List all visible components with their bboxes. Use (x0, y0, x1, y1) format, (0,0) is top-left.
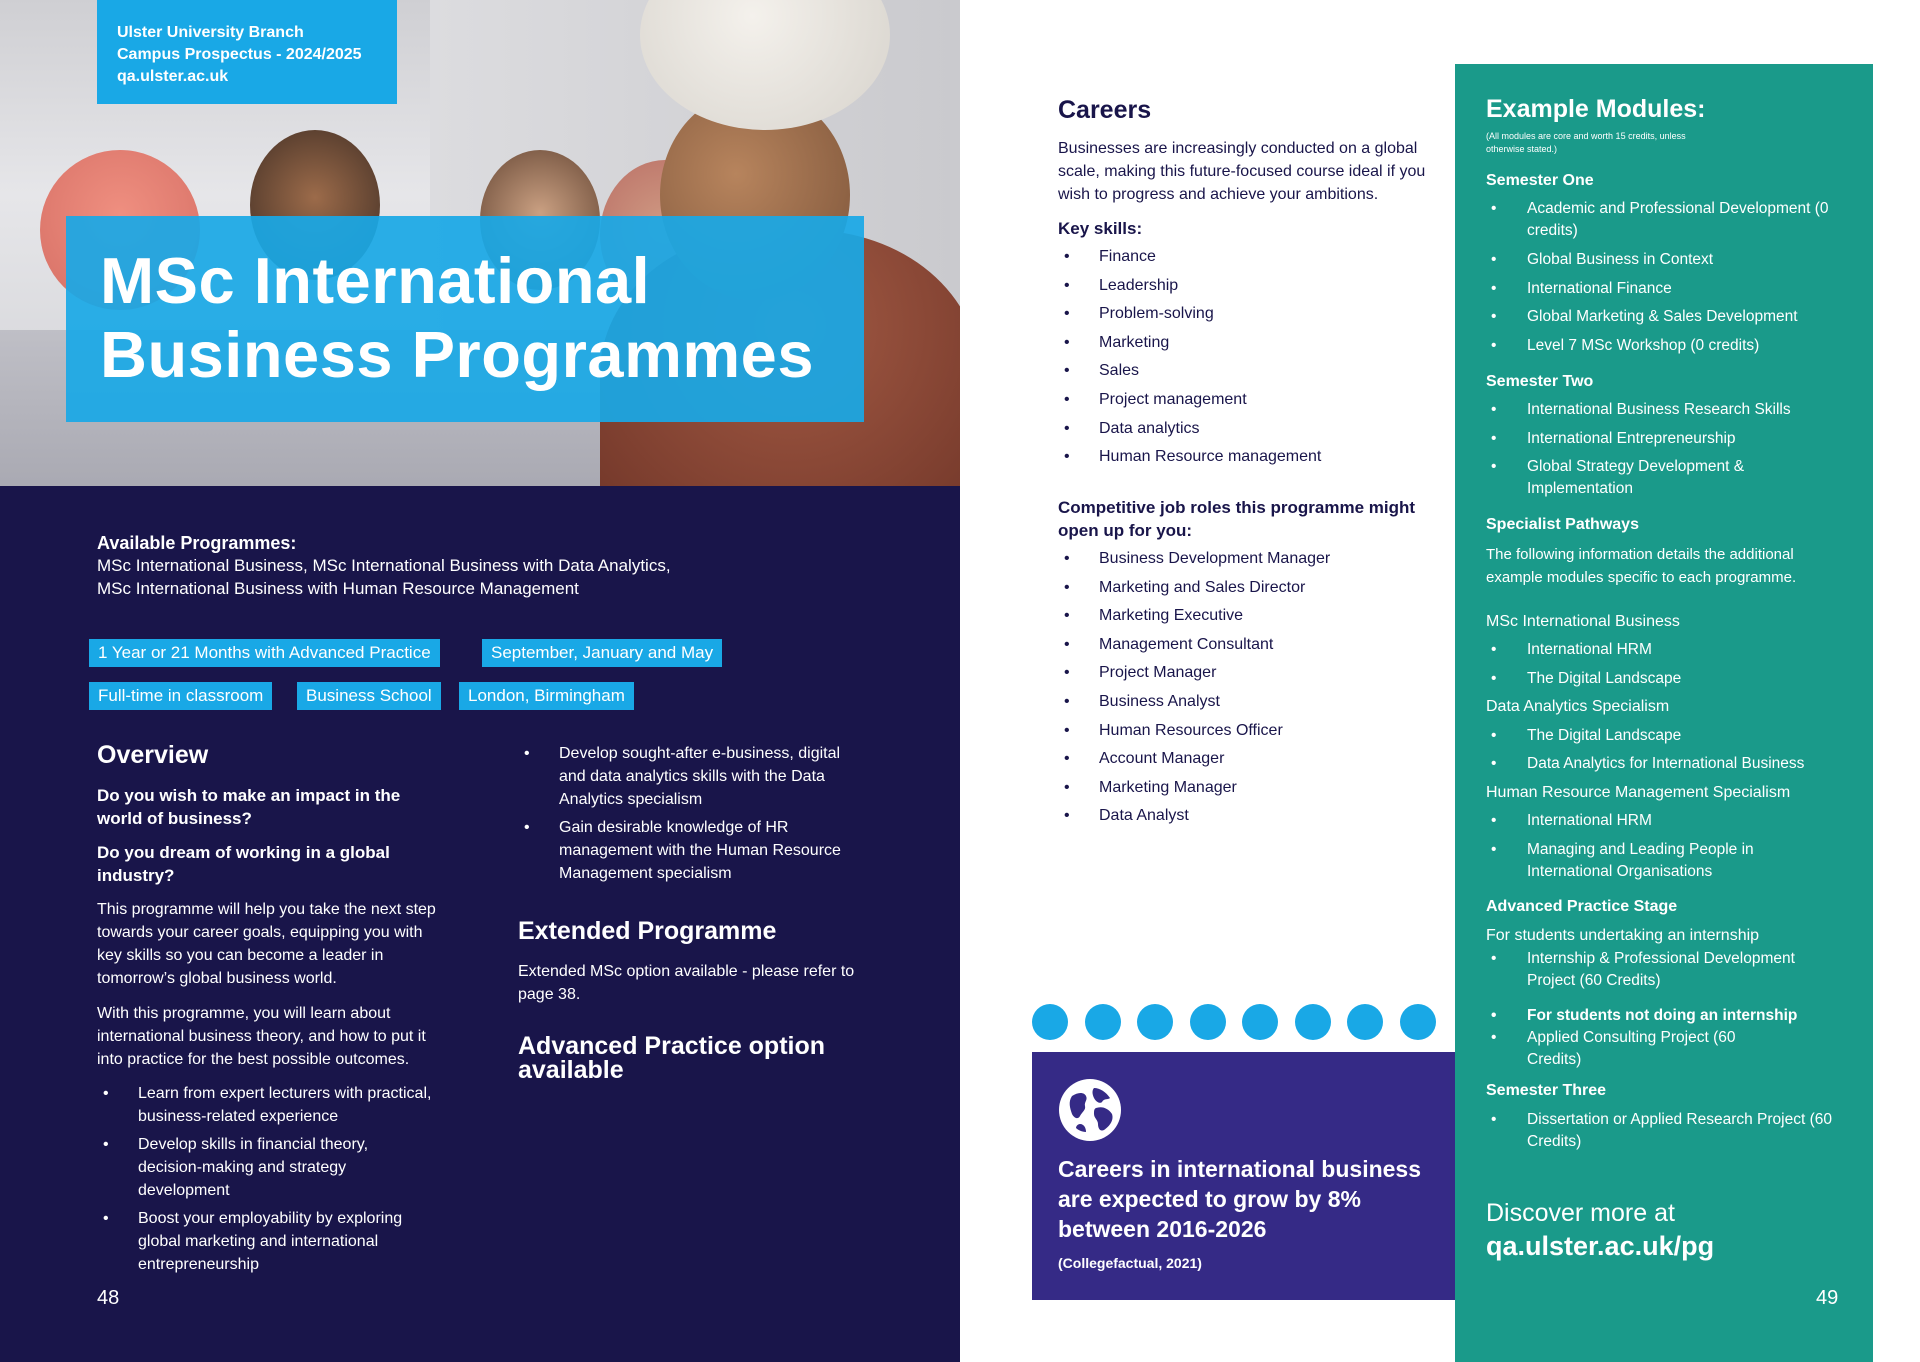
aps-sub-heading: For students undertaking an internship (1486, 927, 1760, 944)
example-modules-panel (1455, 64, 1873, 1362)
decorative-dot (1400, 1004, 1436, 1040)
list-item: • International HRM (1486, 639, 1856, 661)
pathways-heading: Specialist Pathways (1486, 516, 1639, 533)
meta-line: Campus Prospectus - 2024/2025 (117, 46, 362, 63)
advanced-practice-heading: Advanced Practice Stage (1486, 898, 1678, 915)
list-item: • Marketing (1058, 331, 1418, 360)
extended-heading: Extended Programme (518, 917, 777, 945)
overview-bullets-right (518, 742, 863, 890)
stat-text: Careers in international business are expected to grow by 8% between 2016-2026 (1058, 1156, 1422, 1242)
intake-tag: September, January and May (482, 639, 722, 667)
list-item: • International Business Research Skills (1486, 399, 1856, 421)
list-item: • Internship & Professional Development Project (60 Credits) (1486, 948, 1826, 992)
list-item: • Data Analyst (1058, 804, 1418, 833)
msc-ib-heading: MSc International Business (1486, 613, 1680, 630)
list-item: • The Digital Landscape (1486, 668, 1856, 690)
list-item: • Dissertation or Applied Research Project (60 Credits) (1486, 1109, 1846, 1153)
decorative-dot (1032, 1004, 1068, 1040)
title-line: MSc International (100, 244, 651, 317)
available-line: MSc International Business with Human Resource Management (97, 579, 579, 598)
list-item: • Develop sought-after e-business, digital and data analytics skills with the Data Analytics specialism (518, 742, 863, 811)
duration-tag: 1 Year or 21 Months with Advanced Practice (89, 639, 440, 667)
prospectus-meta-box (97, 0, 397, 104)
list-item: • International Entrepreneurship (1486, 428, 1856, 450)
list-item: • Human Resources Officer (1058, 719, 1418, 748)
list-item: • Account Manager (1058, 747, 1418, 776)
list-item: • Managing and Leading People in International Organisations (1486, 839, 1806, 883)
careers-stat-box (1032, 1052, 1458, 1300)
page-number: 49 (1816, 1287, 1839, 1309)
list-item: • Data Analytics for International Business (1486, 753, 1856, 775)
semester-three-heading: Semester Three (1486, 1082, 1607, 1099)
list-item: • Develop skills in financial theory, decision-making and strategy development (97, 1133, 432, 1202)
list-item: • Applied Consulting Project (60 Credits) (1486, 1027, 1766, 1071)
page-number: 48 (97, 1287, 120, 1309)
decorative-dot (1190, 1004, 1226, 1040)
list-item: • Global Business in Context (1486, 249, 1856, 271)
meta-url: qa.ulster.ac.uk (117, 68, 229, 85)
list-item: • Learn from expert lecturers with practical, business-related experience (97, 1082, 432, 1128)
overview-paragraph: This programme will help you take the next step towards your career goals, equipping you with key skills so you can become a leader in tomorrow’s global business world. (97, 901, 436, 987)
semester-two-heading: Semester Two (1486, 373, 1594, 390)
list-item: • For students not doing an internship (1486, 1005, 1856, 1027)
data-analytics-heading: Data Analytics Specialism (1486, 698, 1670, 715)
list-item: • Data analytics (1058, 417, 1418, 446)
list-item: • Human Resource management (1058, 445, 1418, 474)
list-item: • Finance (1058, 245, 1418, 274)
decorative-dot (1347, 1004, 1383, 1040)
list-item: • Marketing Manager (1058, 776, 1418, 805)
list-item: • Business Analyst (1058, 690, 1418, 719)
list-item: • Business Development Manager (1058, 547, 1418, 576)
advanced-heading (518, 1034, 825, 1082)
decorative-dot (1085, 1004, 1121, 1040)
mode-tag: Full-time in classroom (89, 682, 272, 710)
decorative-dot (1242, 1004, 1278, 1040)
careers-heading: Careers (1058, 96, 1152, 124)
list-item: • International HRM (1486, 810, 1856, 832)
list-item: • Gain desirable knowledge of HR management with the Human Resource Management specialism (518, 816, 863, 885)
advanced-line: available (518, 1056, 624, 1084)
discover-url[interactable]: qa.ulster.ac.uk/pg (1486, 1231, 1715, 1261)
list-item: • International Finance (1486, 278, 1856, 300)
list-item: • Problem-solving (1058, 302, 1418, 331)
job-roles-list (1058, 547, 1418, 833)
modules-heading: Example Modules: (1486, 95, 1706, 123)
list-item: • Project management (1058, 388, 1418, 417)
list-item: • Global Strategy Development & Implementation (1486, 456, 1806, 500)
available-line: MSc International Business, MSc International Business with Data Analytics, (97, 556, 671, 575)
page-title (66, 216, 864, 422)
list-item: • Academic and Professional Development (0 credits) (1486, 198, 1856, 242)
decorative-dot (1295, 1004, 1331, 1040)
list-item: • Management Consultant (1058, 633, 1418, 662)
overview-question: Do you wish to make an impact in the world of business? (97, 786, 401, 828)
overview-heading: Overview (97, 741, 209, 769)
key-skills-list (1058, 245, 1418, 474)
discover-text: Discover more at (1486, 1199, 1675, 1227)
list-item: • The Digital Landscape (1486, 725, 1856, 747)
semester-one-heading: Semester One (1486, 172, 1594, 189)
list-item: • Level 7 MSc Workshop (0 credits) (1486, 335, 1856, 357)
meta-line: Ulster University Branch (117, 24, 304, 41)
extended-text: Extended MSc option available - please refer to page 38. (518, 963, 855, 1003)
decorative-dot (1137, 1004, 1173, 1040)
list-item: • Global Marketing & Sales Development (1486, 306, 1856, 328)
discover-more (1486, 1198, 1866, 1264)
advanced-line: Advanced Practice option (518, 1032, 826, 1060)
overview-question: Do you dream of working in a global industry? (97, 843, 390, 885)
globe-icon (1058, 1078, 1122, 1142)
stat-source: (Collegefactual, 2021) (1058, 1255, 1202, 1271)
careers-intro: Businesses are increasingly conducted on a global scale, making this future-focused course ideal if you wish to progress and achieve your ambitions. (1058, 140, 1426, 203)
list-item: • Boost your employability by exploring global marketing and international entrepreneurship (97, 1207, 432, 1276)
title-line: Business Programmes (100, 318, 814, 391)
hrm-heading: Human Resource Management Specialism (1486, 784, 1791, 801)
key-skills-heading: Key skills: (1058, 219, 1143, 238)
modules-note: (All modules are core and worth 15 credits, unless otherwise stated.) (1486, 131, 1686, 154)
overview-bullets (97, 1082, 432, 1281)
location-tag: London, Birmingham (459, 682, 634, 710)
list-item: • Sales (1058, 359, 1418, 388)
right-page (960, 0, 1920, 1362)
list-item: • Marketing and Sales Director (1058, 576, 1418, 605)
list-item: • Leadership (1058, 274, 1418, 303)
overview-paragraph: With this programme, you will learn about international business theory, and how to put it into practice for the best possible outcomes. (97, 1005, 426, 1068)
list-item: • Project Manager (1058, 661, 1418, 690)
school-tag: Business School (297, 682, 441, 710)
job-roles-heading: Competitive job roles this programme might open up for you: (1058, 498, 1416, 540)
available-heading: Available Programmes: (97, 533, 297, 553)
pathways-text: The following information details the additional example modules specific to each programme. (1486, 546, 1797, 586)
list-item: • Marketing Executive (1058, 604, 1418, 633)
available-programmes (97, 532, 797, 600)
